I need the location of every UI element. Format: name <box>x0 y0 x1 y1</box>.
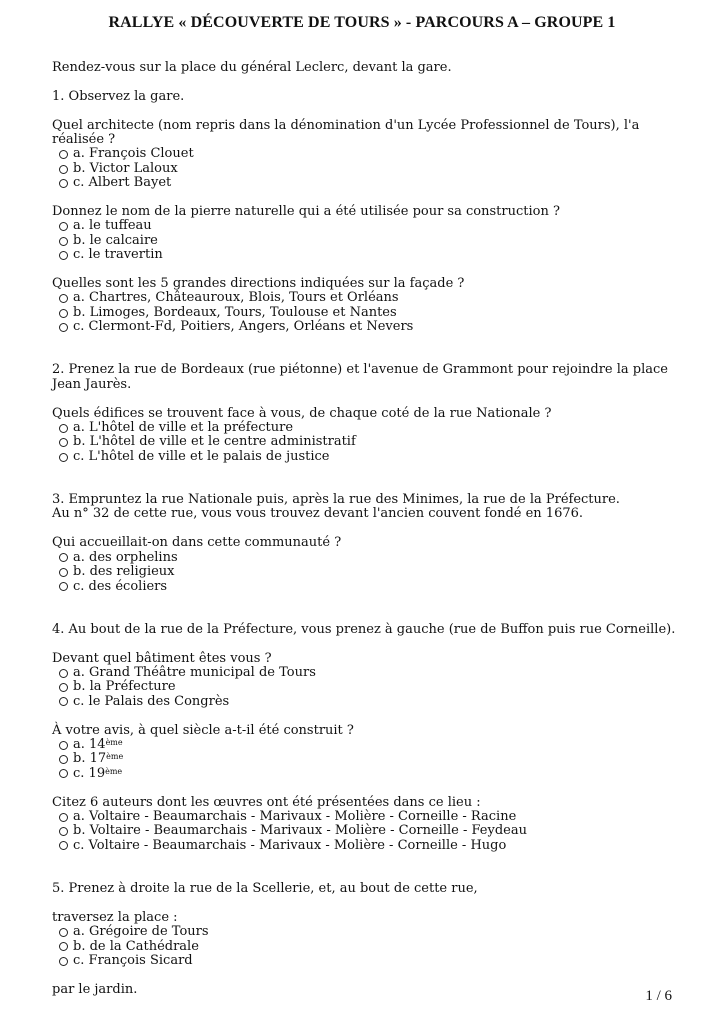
option-label: c. le travertin <box>73 247 163 263</box>
option-label: c. 19 <box>73 765 106 781</box>
option-5-1-a[interactable] <box>52 925 678 939</box>
step-5: 5. Prenez à droite la rue de la Scellerie, et, au bout de cette rue, <box>52 880 478 896</box>
radio-icon[interactable] <box>59 251 68 260</box>
option-4-1-b[interactable] <box>52 680 678 694</box>
step-3-detail: Au n° 32 de cette rue, vous vous trouvez devant l'ancien couvent fondé en 1676. <box>52 506 584 522</box>
option-5-1-c[interactable] <box>52 954 678 968</box>
option-1-3-a[interactable] <box>52 291 678 305</box>
option-label: b. Voltaire - Beaumarchais - Marivaux - Molière - Corneille - Feydeau <box>73 823 527 839</box>
question-3-1: Qui accueillait-on dans cette communauté ? <box>52 535 342 551</box>
option-label: a. Voltaire - Beaumarchais - Marivaux - Molière - Corneille - Racine <box>73 808 517 824</box>
option-4-2-b[interactable] <box>52 752 678 766</box>
radio-icon[interactable] <box>59 841 68 850</box>
option-1-3-b[interactable] <box>52 306 678 320</box>
option-label: a. Grand Théâtre municipal de Tours <box>73 664 316 680</box>
option-label: b. des religieux <box>73 564 175 580</box>
superscript: ème <box>105 737 123 747</box>
step-2: 2. Prenez la rue de Bordeaux (rue piétonne) et l'avenue de Grammont pour rejoindre la place Jean Jaurès. <box>52 362 669 392</box>
option-4-1-a[interactable] <box>52 666 678 680</box>
question-4-1: Devant quel bâtiment êtes vous ? <box>52 650 272 666</box>
option-3-1-c[interactable] <box>52 580 678 594</box>
option-label: a. le tuffeau <box>73 218 152 234</box>
option-label: a. François Clouet <box>73 146 194 162</box>
option-4-2-a[interactable] <box>52 738 678 752</box>
option-5-1-b[interactable] <box>52 940 678 954</box>
step-5-after: par le jardin. <box>52 981 138 997</box>
option-1-2-a[interactable] <box>52 219 678 233</box>
option-4-1-c[interactable] <box>52 695 678 709</box>
option-label: b. Victor Laloux <box>73 160 178 176</box>
page-title: RALLYE « DÉCOUVERTE DE TOURS » - PARCOURS A – GROUPE 1 <box>108 14 616 31</box>
radio-icon[interactable] <box>59 741 68 750</box>
option-label: c. des écoliers <box>73 578 168 594</box>
option-1-2-c[interactable] <box>52 248 678 262</box>
option-3-1-b[interactable] <box>52 565 678 579</box>
radio-icon[interactable] <box>59 957 68 966</box>
option-label: c. le Palais des Congrès <box>73 693 230 709</box>
option-label: a. Grégoire de Tours <box>73 924 209 940</box>
option-label: b. 17 <box>73 751 107 767</box>
option-3-1-a[interactable] <box>52 551 678 565</box>
option-label: c. Albert Bayet <box>73 175 172 191</box>
question-1-1: Quel architecte (nom repris dans la dénomination d'un Lycée Professionnel de Tours), l'a réalisée ? <box>52 117 640 147</box>
radio-icon[interactable] <box>59 568 68 577</box>
option-label: c. Clermont-Fd, Poitiers, Angers, Orléans et Nevers <box>73 319 414 335</box>
radio-icon[interactable] <box>59 438 68 447</box>
radio-icon[interactable] <box>59 309 68 318</box>
step-3: 3. Empruntez la rue Nationale puis, après la rue des Minimes, la rue de la Préfecture. <box>52 492 620 508</box>
option-1-1-b[interactable] <box>52 162 678 176</box>
radio-icon[interactable] <box>59 813 68 822</box>
radio-icon[interactable] <box>59 179 68 188</box>
option-label: c. L'hôtel de ville et le palais de justice <box>73 448 330 464</box>
option-1-3-c[interactable] <box>52 320 678 334</box>
radio-icon[interactable] <box>59 683 68 692</box>
option-4-3-a[interactable] <box>52 810 678 824</box>
option-4-3-b[interactable] <box>52 824 678 838</box>
option-label: a. L'hôtel de ville et la préfecture <box>73 420 294 436</box>
radio-icon[interactable] <box>59 165 68 174</box>
option-1-1-c[interactable] <box>52 176 678 190</box>
option-label: c. François Sicard <box>73 952 193 968</box>
radio-icon[interactable] <box>59 424 68 433</box>
radio-icon[interactable] <box>59 669 68 678</box>
radio-icon[interactable] <box>59 150 68 159</box>
option-label: b. de la Cathédrale <box>73 938 199 954</box>
radio-icon[interactable] <box>59 755 68 764</box>
step-1: 1. Observez la gare. <box>52 88 185 104</box>
radio-icon[interactable] <box>59 323 68 332</box>
question-2-1: Quels édifices se trouvent face à vous, de chaque coté de la rue Nationale ? <box>52 405 552 421</box>
superscript: ème <box>106 752 124 762</box>
option-4-3-c[interactable] <box>52 839 678 853</box>
radio-icon[interactable] <box>59 222 68 231</box>
radio-icon[interactable] <box>59 582 68 591</box>
radio-icon[interactable] <box>59 827 68 836</box>
option-label: b. L'hôtel de ville et le centre administratif <box>73 434 356 450</box>
page-number: 1 / 6 <box>645 988 672 1004</box>
option-4-2-c[interactable] <box>52 767 678 781</box>
option-label: a. Chartres, Châteauroux, Blois, Tours et Orléans <box>73 290 399 306</box>
radio-icon[interactable] <box>59 237 68 246</box>
question-1-3: Quelles sont les 5 grandes directions indiquées sur la façade ? <box>52 276 465 292</box>
radio-icon[interactable] <box>59 294 68 303</box>
superscript: ème <box>105 766 123 776</box>
questionnaire <box>52 61 678 997</box>
radio-icon[interactable] <box>59 697 68 706</box>
option-1-1-a[interactable] <box>52 147 678 161</box>
intro-text: Rendez-vous sur la place du général Leclerc, devant la gare. <box>52 60 452 75</box>
question-5-1: traversez la place : <box>52 909 178 925</box>
question-4-2: À votre avis, à quel siècle a-t-il été construit ? <box>52 722 354 738</box>
option-1-2-b[interactable] <box>52 234 678 248</box>
radio-icon[interactable] <box>59 769 68 778</box>
step-4: 4. Au bout de la rue de la Préfecture, vous prenez à gauche (rue de Buffon puis rue Corneille). <box>52 621 676 637</box>
question-1-2: Donnez le nom de la pierre naturelle qui a été utilisée pour sa construction ? <box>52 204 560 220</box>
option-2-1-a[interactable] <box>52 421 678 435</box>
option-label: b. Limoges, Bordeaux, Tours, Toulouse et Nantes <box>73 304 397 320</box>
radio-icon[interactable] <box>59 928 68 937</box>
option-label: c. Voltaire - Beaumarchais - Marivaux - Molière - Corneille - Hugo <box>73 837 507 853</box>
radio-icon[interactable] <box>59 453 68 462</box>
option-label: a. des orphelins <box>73 549 178 565</box>
radio-icon[interactable] <box>59 942 68 951</box>
question-4-3: Citez 6 auteurs dont les œuvres ont été présentées dans ce lieu : <box>52 794 481 810</box>
option-2-1-b[interactable] <box>52 435 678 449</box>
option-2-1-c[interactable] <box>52 450 678 464</box>
option-label: b. la Préfecture <box>73 679 176 695</box>
radio-icon[interactable] <box>59 553 68 562</box>
option-label: b. le calcaire <box>73 232 158 248</box>
option-label: a. 14 <box>73 736 106 752</box>
